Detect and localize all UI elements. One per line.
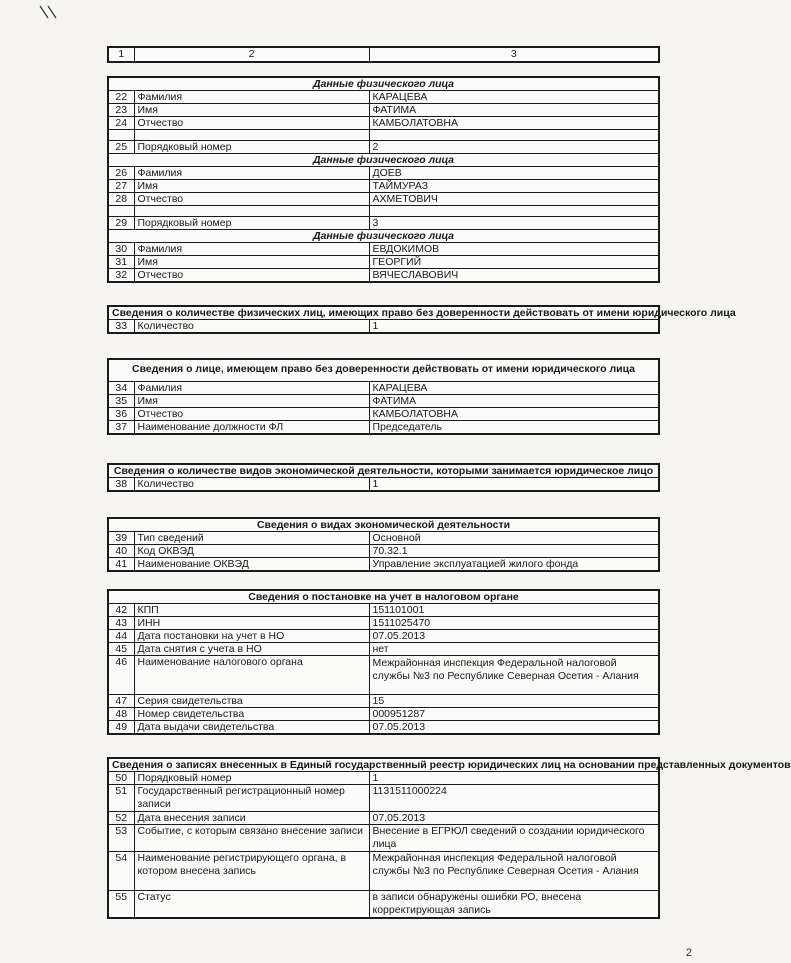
table-row xyxy=(108,772,659,785)
row-number: 28 xyxy=(108,193,134,206)
egrul-records-table xyxy=(107,757,791,919)
row-label: Порядковый номер xyxy=(134,772,369,785)
row-number: 42 xyxy=(108,604,134,617)
row-number: 44 xyxy=(108,630,134,643)
row-value: КАМБОЛАТОВНА xyxy=(369,408,659,421)
table-row xyxy=(108,421,659,435)
row-label: Имя xyxy=(134,104,369,117)
blank-row xyxy=(108,130,659,141)
row-number: 36 xyxy=(108,408,134,421)
table-row xyxy=(108,643,659,656)
row-number: 24 xyxy=(108,117,134,130)
row-value: КАРАЦЕВА xyxy=(369,91,659,104)
col-1-number: 1 xyxy=(108,47,134,62)
table-row xyxy=(108,721,659,735)
row-number: 50 xyxy=(108,772,134,785)
table-row xyxy=(108,180,659,193)
row-value: Внесение в ЕГРЮЛ сведений о создании юридического лица xyxy=(369,825,659,852)
row-label: Статус xyxy=(134,891,369,919)
table-row xyxy=(108,812,659,825)
row-number: 33 xyxy=(108,320,134,334)
table-row xyxy=(108,320,659,334)
section-title: Сведения о количестве физических лиц, имеющих право без доверенности действовать от имени юридического лица xyxy=(108,306,659,320)
row-value: 1 xyxy=(369,478,659,492)
row-value: Основной xyxy=(369,532,659,545)
row-number: 41 xyxy=(108,558,134,572)
row-label: Фамилия xyxy=(134,243,369,256)
row-value: 1511025470 xyxy=(369,617,659,630)
column-number-header xyxy=(107,46,660,63)
row-label: Наименование ОКВЭД xyxy=(134,558,369,572)
row-value: АХМЕТОВИЧ xyxy=(369,193,659,206)
row-value: ФАТИМА xyxy=(369,395,659,408)
table-row xyxy=(108,825,659,852)
row-value: КАРАЦЕВА xyxy=(369,382,659,395)
row-label: Отчество xyxy=(134,408,369,421)
row-number: 32 xyxy=(108,269,134,283)
table-row xyxy=(108,408,659,421)
row-number: 53 xyxy=(108,825,134,852)
table-row xyxy=(108,141,659,154)
row-number: 30 xyxy=(108,243,134,256)
row-number: 26 xyxy=(108,167,134,180)
col-3-number: 3 xyxy=(369,47,659,62)
section-title: Сведения о записях внесенных в Единый государственный реестр юридических лиц на основании представленных документов xyxy=(108,758,659,772)
row-value: 3 xyxy=(369,217,659,230)
row-value: в записи обнаружены ошибки РО, внесена корректирующая запись xyxy=(369,891,659,919)
row-number: 23 xyxy=(108,104,134,117)
table-row xyxy=(108,656,659,695)
table-row xyxy=(108,695,659,708)
director-table xyxy=(107,358,660,435)
row-number: 47 xyxy=(108,695,134,708)
table-row xyxy=(108,852,659,891)
row-value: нет xyxy=(369,643,659,656)
row-label: Фамилия xyxy=(134,382,369,395)
row-label: Дата снятия с учета в НО xyxy=(134,643,369,656)
row-number: 22 xyxy=(108,91,134,104)
row-label: Количество xyxy=(134,478,369,492)
col-2-number: 2 xyxy=(134,47,369,62)
founders-table xyxy=(107,76,660,283)
okved-count-table xyxy=(107,463,660,492)
row-value: ЕВДОКИМОВ xyxy=(369,243,659,256)
founder-heading: Данные физического лица xyxy=(108,77,659,91)
table-row xyxy=(108,558,659,572)
row-number: 31 xyxy=(108,256,134,269)
table-row xyxy=(108,545,659,558)
row-value: 1 xyxy=(369,772,659,785)
row-number: 45 xyxy=(108,643,134,656)
table-row xyxy=(108,395,659,408)
row-value: 151101001 xyxy=(369,604,659,617)
row-label: Дата постановки на учет в НО xyxy=(134,630,369,643)
table-row xyxy=(108,104,659,117)
row-label: Отчество xyxy=(134,193,369,206)
row-number: 37 xyxy=(108,421,134,435)
row-value: 07.05.2013 xyxy=(369,630,659,643)
row-label: Имя xyxy=(134,256,369,269)
row-label: Фамилия xyxy=(134,91,369,104)
founder-heading: Данные физического лица xyxy=(108,154,659,167)
row-value: ФАТИМА xyxy=(369,104,659,117)
row-label: Порядковый номер xyxy=(134,217,369,230)
row-label: Дата выдачи свидетельства xyxy=(134,721,369,735)
row-label: Количество xyxy=(134,320,369,334)
tax-registration-table xyxy=(107,589,660,735)
row-label: ИНН xyxy=(134,617,369,630)
row-label: Отчество xyxy=(134,269,369,283)
row-label: Наименование налогового органа xyxy=(134,656,369,695)
row-label: Порядковый номер xyxy=(134,141,369,154)
table-row xyxy=(108,117,659,130)
row-value: 1 xyxy=(369,320,659,334)
row-value: Управление эксплуатацией жилого фонда xyxy=(369,558,659,572)
section-title: Сведения о видах экономической деятельности xyxy=(108,518,659,532)
row-label: Наименование должности ФЛ xyxy=(134,421,369,435)
row-number: 29 xyxy=(108,217,134,230)
table-row xyxy=(108,604,659,617)
section-title: Сведения о количестве видов экономической деятельности, которыми занимается юридическое лицо xyxy=(108,464,659,478)
okved-table xyxy=(107,517,660,572)
page-number: 2 xyxy=(685,947,692,959)
row-number: 46 xyxy=(108,656,134,695)
row-value: 15 xyxy=(369,695,659,708)
row-label: Серия свидетельства xyxy=(134,695,369,708)
table-row xyxy=(108,617,659,630)
row-label: Государственный регистрационный номер записи xyxy=(134,785,369,812)
row-value: Межрайонная инспекция Федеральной налоговой службы №3 по Республике Северная Осетия - Алания xyxy=(369,852,659,891)
row-value: 000951287 xyxy=(369,708,659,721)
row-number: 25 xyxy=(108,141,134,154)
row-value: КАМБОЛАТОВНА xyxy=(369,117,659,130)
row-number: 27 xyxy=(108,180,134,193)
section-title: Сведения о постановке на учет в налоговом органе xyxy=(108,590,659,604)
row-value: Межрайонная инспекция Федеральной налоговой службы №3 по Республике Северная Осетия - Алания xyxy=(369,656,659,695)
row-value: ТАЙМУРАЗ xyxy=(369,180,659,193)
row-value: ВЯЧЕСЛАВОВИЧ xyxy=(369,269,659,283)
row-label: Номер свидетельства xyxy=(134,708,369,721)
table-row xyxy=(108,630,659,643)
row-label: Отчество xyxy=(134,117,369,130)
row-label: Событие, с которым связано внесение записи xyxy=(134,825,369,852)
row-number: 40 xyxy=(108,545,134,558)
row-label: Код ОКВЭД xyxy=(134,545,369,558)
row-number: 48 xyxy=(108,708,134,721)
row-value: ГЕОРГИЙ xyxy=(369,256,659,269)
row-label: Фамилия xyxy=(134,167,369,180)
row-value: 2 xyxy=(369,141,659,154)
row-label: Имя xyxy=(134,180,369,193)
table-row xyxy=(108,532,659,545)
row-label: Наименование регистрирующего органа, в котором внесена запись xyxy=(134,852,369,891)
table-row xyxy=(108,891,659,919)
row-number: 43 xyxy=(108,617,134,630)
row-label: КПП xyxy=(134,604,369,617)
blank-row xyxy=(108,206,659,217)
table-row xyxy=(108,167,659,180)
row-label: Дата внесения записи xyxy=(134,812,369,825)
founder-heading: Данные физического лица xyxy=(108,230,659,243)
table-row xyxy=(108,382,659,395)
row-number: 34 xyxy=(108,382,134,395)
row-number: 55 xyxy=(108,891,134,919)
table-row xyxy=(108,708,659,721)
row-number: 52 xyxy=(108,812,134,825)
row-value: 07.05.2013 xyxy=(369,812,659,825)
persons-count-table xyxy=(107,305,736,334)
row-number: 35 xyxy=(108,395,134,408)
row-number: 54 xyxy=(108,852,134,891)
row-value: ДОЕВ xyxy=(369,167,659,180)
table-row xyxy=(108,243,659,256)
table-row xyxy=(108,256,659,269)
table-row xyxy=(108,217,659,230)
table-row xyxy=(108,785,659,812)
scan-mark xyxy=(38,4,70,20)
section-title: Сведения о лице, имеющем право без доверенности действовать от имени юридического лица xyxy=(108,359,659,382)
table-row xyxy=(108,478,659,492)
row-label: Тип сведений xyxy=(134,532,369,545)
row-number: 51 xyxy=(108,785,134,812)
row-value: 70.32.1 xyxy=(369,545,659,558)
row-value: Председатель xyxy=(369,421,659,435)
row-number: 38 xyxy=(108,478,134,492)
row-number: 39 xyxy=(108,532,134,545)
table-row xyxy=(108,269,659,283)
row-value: 1131511000224 xyxy=(369,785,659,812)
row-label: Имя xyxy=(134,395,369,408)
table-row xyxy=(108,193,659,206)
row-value: 07.05.2013 xyxy=(369,721,659,735)
table-row xyxy=(108,91,659,104)
row-number: 49 xyxy=(108,721,134,735)
